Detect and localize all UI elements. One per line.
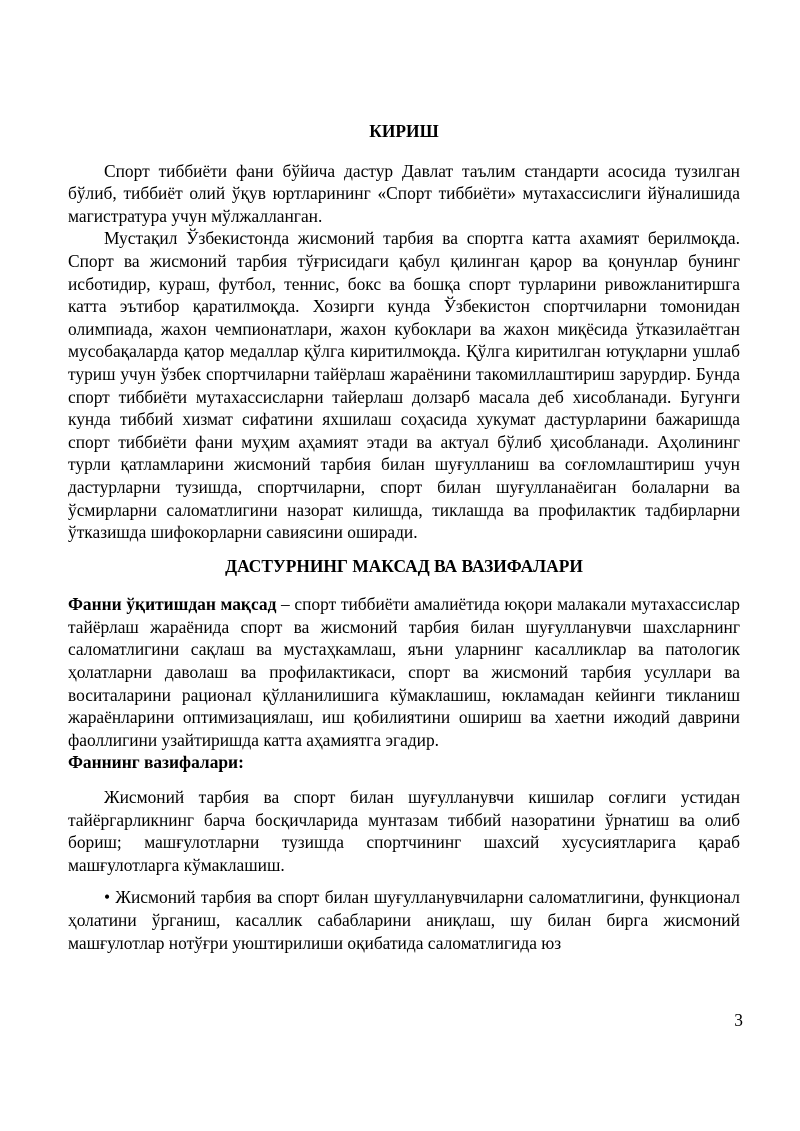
intro-paragraph-1: Спорт тиббиёти фани бўйича дастур Давлат таълим стандарти асосида тузилган бўлиб, тиббиёт олий ўқув юртларининг «Спорт тиббиёти» мутахассислиги йўналишида магистратура учун мўлжалланган. <box>68 160 740 226</box>
tasks-heading: Фаннинг вазифалари: <box>68 752 244 773</box>
section-heading-intro: КИРИШ <box>369 121 439 141</box>
section-heading-goals: ДАСТУРНИНГ МАКСАД ВА ВАЗИФАЛАРИ <box>225 555 583 576</box>
goal-text: – спорт тиббиёти амалиётида юқори малакали мутахассислар тайёрлаш жараёнида спорт ва жисмоний тарбия билан шуғулланувчи шахсларнинг саломатлигини сақлаш ва мустаҳкамлаш, яъни уларнинг касалликлар ва патологик ҳолатларни даволаш ва профилактикаси, спорт ва жисмоний тарбия усуллари ва воситаларини рационал қўлланилишига кўмаклашиш, юкламадан кейинги тикланиш жараёнларини оптимизациялаш, иш қобилиятини ошириш ва хаетни ижодий даврини фаоллигини узайтиришда катта аҳамиятга эгадир. <box>68 594 740 750</box>
document-page <box>68 120 740 954</box>
tasks-paragraph-1: Жисмоний тарбия ва спорт билан шуғулланувчи кишилар соғлиги устидан тайёргарликнинг барча босқичларида мунтазам тиббий назоратини ўрнатиш ва олиб бориш; машғулотларни тузишда спортчининг шахсий хусусиятларига қараб машғулотларга кўмаклашиш. <box>68 787 740 875</box>
intro-paragraph-2: Мустақил Ўзбекистонда жисмоний тарбия ва спортга катта ахамият берилмоқда. Спорт ва жисмоний тарбия тўғрисидаги қабул қилинган қарор ва қонунлар бунинг исботидир, кураш, футбол, теннис, бокс ва бошқа спорт турларини ривожланитиршга катта эътибор қаратилмоқда. Хозирги кунда Ўзбекистон спортчиларни томонидан олимпиада, жахон чемпионатлари, жахон кубоклари ва жахон миқёсида ўтказилаётган мусобақаларда қатор медаллар қўлга киритилмоқда. Қўлга киритилган ютуқларни ушлаб туриш учун ўзбек спортчиларни тайёрлаш жараёнини такомиллаштириш зарурдир. Бунда спорт тиббиёти мутахассисларни тайерлаш долзарб масала деб хисобланади. Бугунги кунда тиббий хизмат сифатини яхшилаш соҳасида хукумат дастурларини бажаришда спорт тиббиёти фани муҳим аҳамият этади ва актуал бўлиб ҳисобланади. Аҳолининг турли қатламларини жисмоний тарбия билан шуғулланиш ва соғломлаштириш учун дастурларни тузишда, спортчиларни, спорт билан шуғулланаёиган болаларни ва ўсмирларни саломатлигини назорат килишда, тиклашда ва профилактик тадбирларни ўтказишда шифокорларни савиясини оширади. <box>68 228 740 543</box>
tasks-paragraph-2: • Жисмоний тарбия ва спорт билан шуғулланувчиларни саломатлигини, функционал ҳолатини ўрганиш, касаллик сабабларини аниқлаш, шу билан бирга жисмоний машғулотлар нотўғри уюштирилиши оқибатида саломатлигида юз <box>68 887 740 953</box>
goal-paragraph <box>68 593 740 751</box>
page-number: 3 <box>734 1010 743 1030</box>
goal-label: Фанни ўқитишдан мақсад <box>68 594 277 615</box>
